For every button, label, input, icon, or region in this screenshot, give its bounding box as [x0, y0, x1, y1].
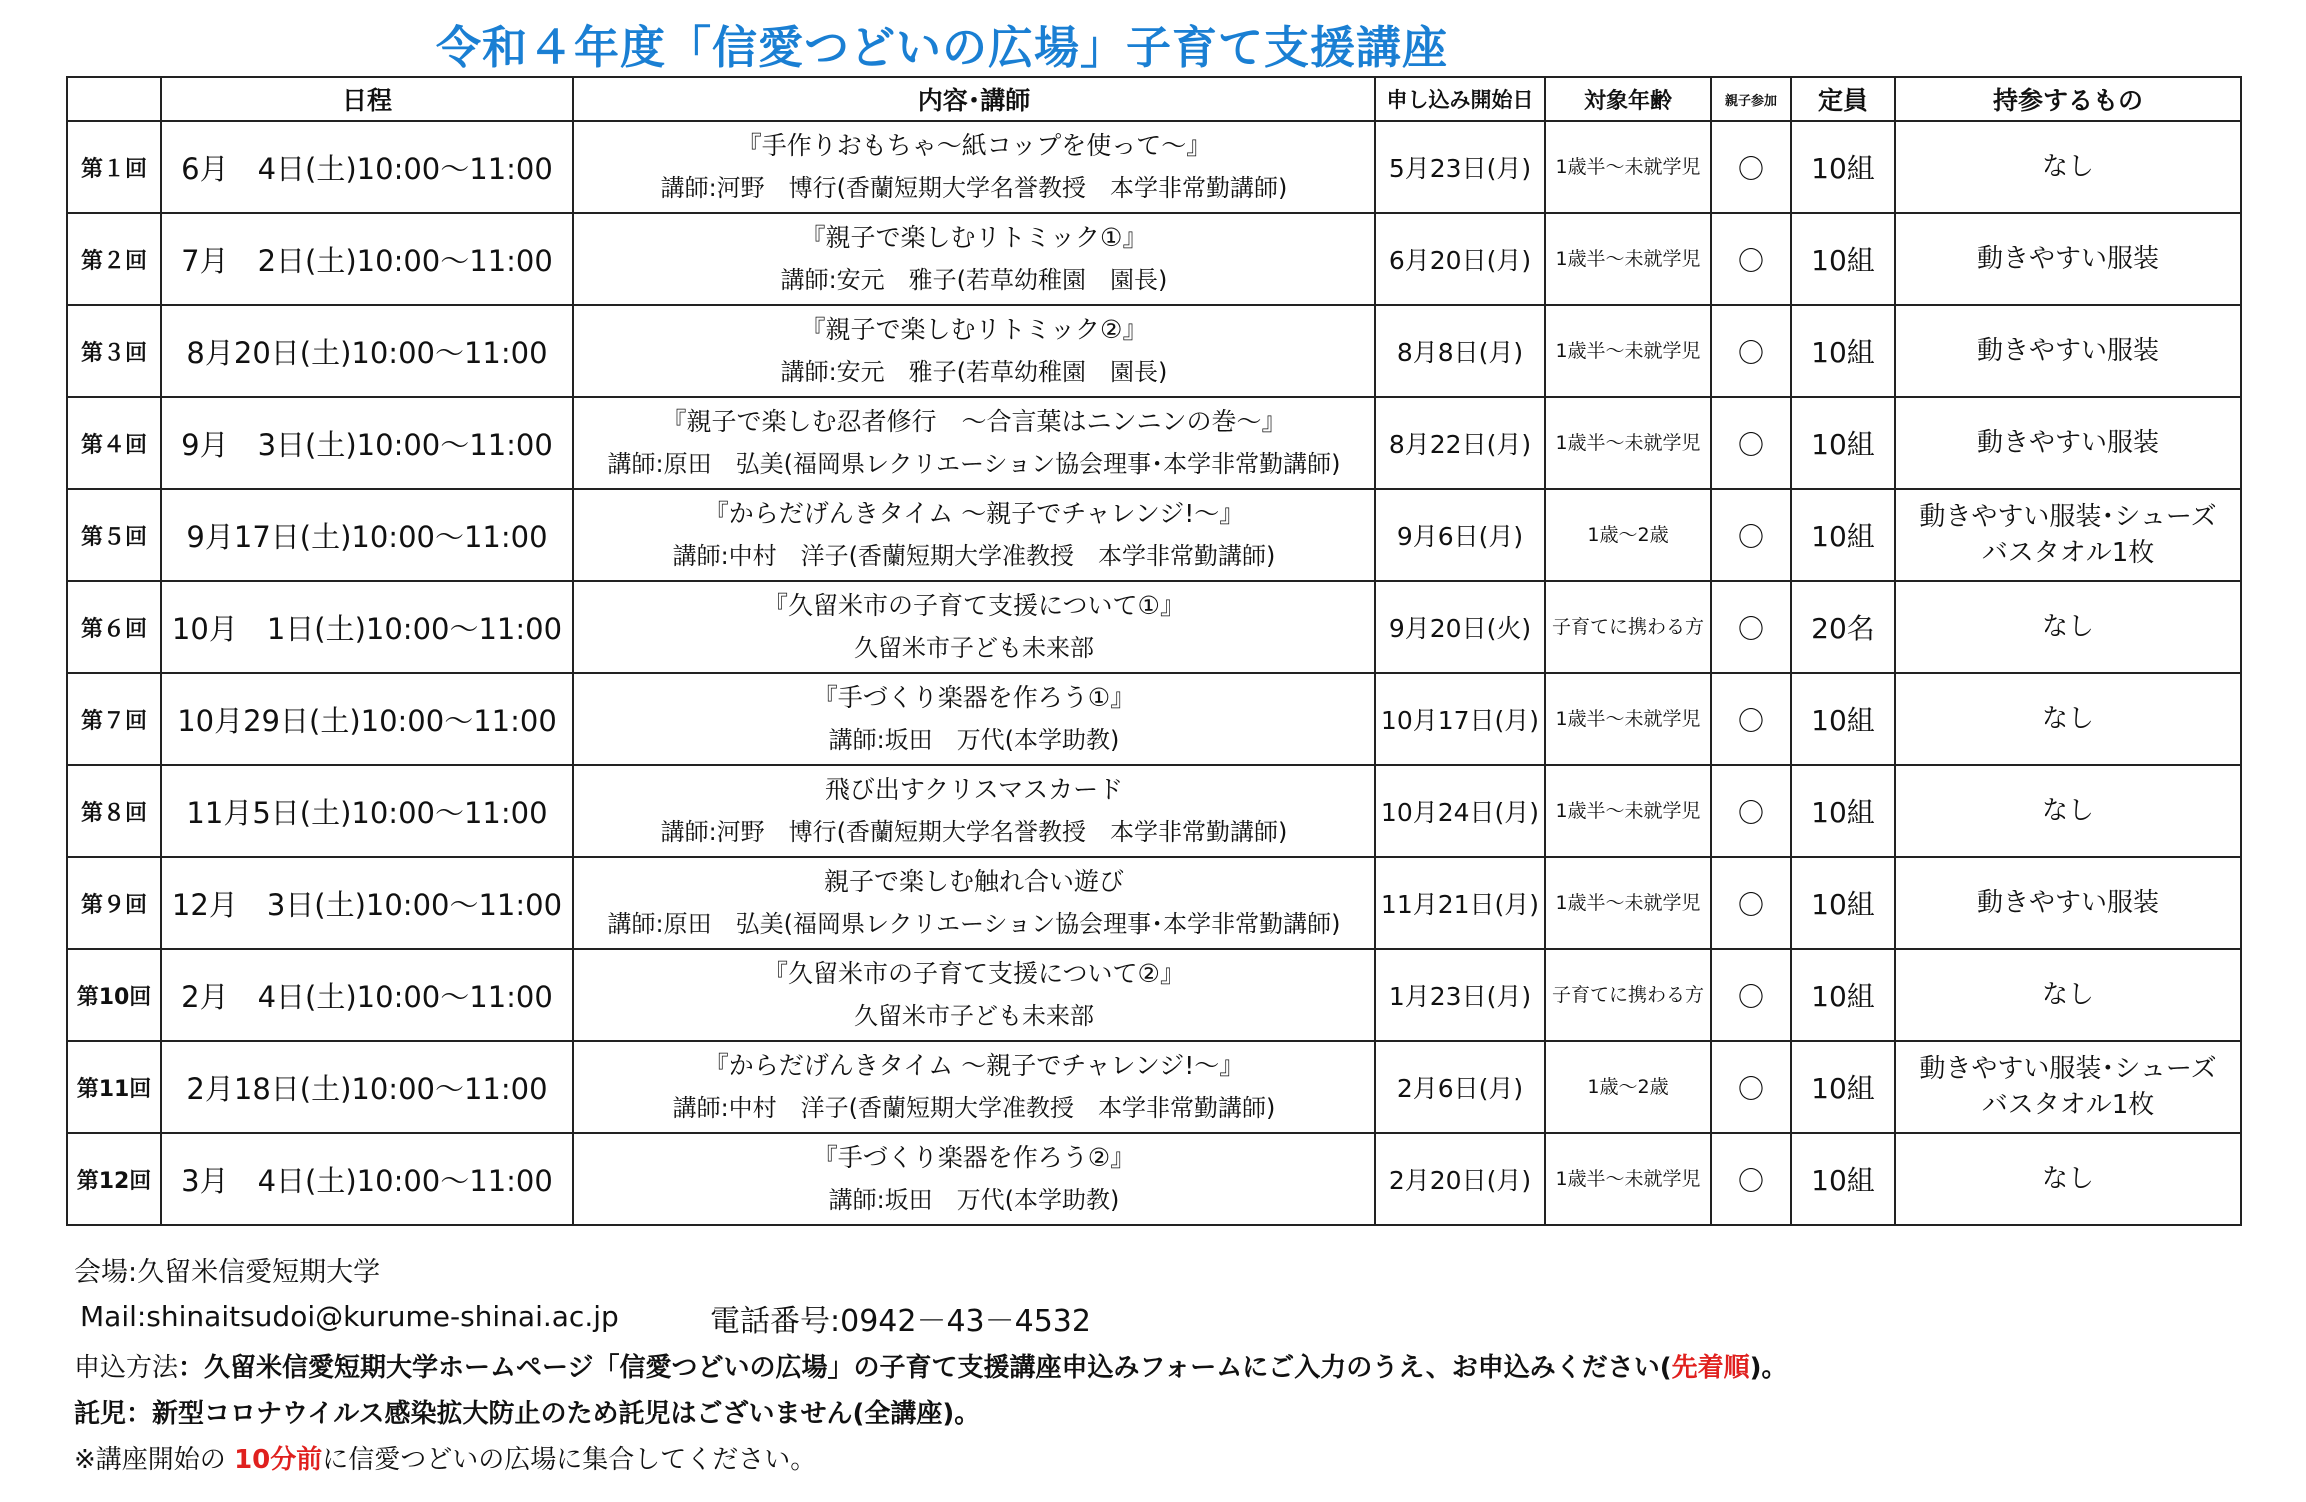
session-date: 10月 1日(土)10:00～11:00	[161, 581, 573, 673]
parent-participation: 〇	[1711, 121, 1791, 213]
parent-participation: 〇	[1711, 765, 1791, 857]
session-title: 飛び出すクリスマスカード	[824, 775, 1124, 804]
application-start: 2月6日(月)	[1375, 1041, 1545, 1133]
session-number: 第５回	[67, 489, 161, 581]
capacity: 10組	[1791, 489, 1895, 581]
items-to-bring: なし	[1895, 765, 2241, 857]
session-lecturer: 講師:坂田 万代(本学助教)	[828, 1186, 1120, 1214]
target-age: 1歳半～未就学児	[1545, 673, 1711, 765]
items-to-bring: 動きやすい服装	[1895, 397, 2241, 489]
session-content	[573, 213, 1375, 305]
application-start: 1月23日(月)	[1375, 949, 1545, 1041]
items-to-bring: なし	[1895, 581, 2241, 673]
header-age: 対象年齢	[1545, 77, 1711, 121]
parent-participation: 〇	[1711, 1041, 1791, 1133]
capacity: 10組	[1791, 1133, 1895, 1225]
table-row	[67, 857, 2241, 949]
header-date: 日程	[161, 77, 573, 121]
session-title: 『手作りおもちゃ～紙コップを使って～』	[736, 131, 1212, 160]
application-start: 10月17日(月)	[1375, 673, 1545, 765]
session-date: 10月29日(土)10:00～11:00	[161, 673, 573, 765]
target-age: 1歳～2歳	[1545, 489, 1711, 581]
target-age: 子育てに携わる方	[1545, 949, 1711, 1041]
session-number: 第12回	[67, 1133, 161, 1225]
table-row	[67, 765, 2241, 857]
session-lecturer: 久留米市子ども未来部	[854, 634, 1094, 662]
target-age: 1歳半～未就学児	[1545, 213, 1711, 305]
session-content	[573, 1133, 1375, 1225]
ten-minutes-before: 10分前	[234, 1445, 323, 1475]
table-row	[67, 213, 2241, 305]
table-row	[67, 581, 2241, 673]
session-content	[573, 857, 1375, 949]
parent-participation: 〇	[1711, 489, 1791, 581]
table-row	[67, 121, 2241, 213]
target-age: 子育てに携わる方	[1545, 581, 1711, 673]
session-date: 2月 4日(土)10:00～11:00	[161, 949, 573, 1041]
header-bring: 持参するもの	[1895, 77, 2241, 121]
session-content	[573, 1041, 1375, 1133]
apply-text: ：久留米信愛短期大学ホームページ「信愛つどいの広場」の子育て支援講座申込みフォームにご入力のうえ、お申込みください(	[178, 1353, 1672, 1383]
gathering-pre: ※講座開始の	[74, 1445, 235, 1475]
table-row	[67, 949, 2241, 1041]
session-title: 『手づくり楽器を作ろう①』	[812, 683, 1136, 712]
session-content	[573, 581, 1375, 673]
capacity: 10組	[1791, 121, 1895, 213]
capacity: 10組	[1791, 305, 1895, 397]
target-age: 1歳半～未就学児	[1545, 305, 1711, 397]
application-start: 11月21日(月)	[1375, 857, 1545, 949]
apply-method-line	[74, 1347, 1788, 1384]
items-to-bring: 動きやすい服装･シューズ バスタオル1枚	[1895, 1041, 2241, 1133]
capacity: 10組	[1791, 765, 1895, 857]
session-lecturer: 講師:安元 雅子(若草幼稚園 園長)	[780, 266, 1168, 294]
session-date: 11月5日(土)10:00～11:00	[161, 765, 573, 857]
session-content	[573, 397, 1375, 489]
session-date: 6月 4日(土)10:00～11:00	[161, 121, 573, 213]
capacity: 10組	[1791, 857, 1895, 949]
table-row	[67, 673, 2241, 765]
items-to-bring: 動きやすい服装	[1895, 305, 2241, 397]
session-title: 『親子で楽しむリトミック②』	[800, 315, 1148, 344]
session-number: 第10回	[67, 949, 161, 1041]
table-row	[67, 1041, 2241, 1133]
application-start: 8月8日(月)	[1375, 305, 1545, 397]
header-start: 申し込み開始日	[1375, 77, 1545, 121]
items-to-bring: 動きやすい服装	[1895, 857, 2241, 949]
session-number: 第６回	[67, 581, 161, 673]
session-date: 7月 2日(土)10:00～11:00	[161, 213, 573, 305]
venue-line: 会場:久留米信愛短期大学	[74, 1257, 381, 1288]
session-title: 『からだげんきタイム ～親子でチャレンジ!～』	[703, 499, 1245, 528]
application-start: 9月20日(火)	[1375, 581, 1545, 673]
application-start: 10月24日(月)	[1375, 765, 1545, 857]
session-lecturer: 講師:河野 博行(香蘭短期大学名誉教授 本学非常勤講師)	[660, 818, 1288, 846]
header-capacity: 定員	[1791, 77, 1895, 121]
session-date: 2月18日(土)10:00～11:00	[161, 1041, 573, 1133]
session-date: 9月 3日(土)10:00～11:00	[161, 397, 573, 489]
session-number: 第４回	[67, 397, 161, 489]
capacity: 10組	[1791, 949, 1895, 1041]
items-to-bring: なし	[1895, 1133, 2241, 1225]
header-content: 内容･講師	[573, 77, 1375, 121]
target-age: 1歳～2歳	[1545, 1041, 1711, 1133]
childcare-note: 託児：新型コロナウイルス感染拡大防止のため託児はございません(全講座)。	[74, 1399, 981, 1429]
header-no	[67, 77, 161, 121]
items-to-bring: なし	[1895, 949, 2241, 1041]
first-come-note: 先着順	[1671, 1353, 1750, 1383]
session-number: 第２回	[67, 213, 161, 305]
items-to-bring: なし	[1895, 121, 2241, 213]
gathering-note	[74, 1439, 816, 1476]
target-age: 1歳半～未就学児	[1545, 857, 1711, 949]
table-row	[67, 305, 2241, 397]
capacity: 10組	[1791, 673, 1895, 765]
application-start: 6月20日(月)	[1375, 213, 1545, 305]
session-title: 『手づくり楽器を作ろう②』	[812, 1143, 1136, 1172]
parent-participation: 〇	[1711, 1133, 1791, 1225]
session-date: 8月20日(土)10:00～11:00	[161, 305, 573, 397]
apply-label: 申込方法	[74, 1353, 179, 1383]
session-content	[573, 121, 1375, 213]
session-lecturer: 講師:河野 博行(香蘭短期大学名誉教授 本学非常勤講師)	[660, 174, 1288, 202]
apply-end: )。	[1749, 1353, 1788, 1383]
session-date: 9月17日(土)10:00～11:00	[161, 489, 573, 581]
parent-participation: 〇	[1711, 673, 1791, 765]
session-content	[573, 305, 1375, 397]
session-number: 第９回	[67, 857, 161, 949]
items-to-bring: なし	[1895, 673, 2241, 765]
gathering-post: に信愛つどいの広場に集合してください。	[322, 1445, 817, 1475]
session-title: 『親子で楽しむリトミック①』	[800, 223, 1148, 252]
schedule-table	[66, 76, 2242, 1226]
target-age: 1歳半～未就学児	[1545, 765, 1711, 857]
table-row	[67, 489, 2241, 581]
session-number: 第１回	[67, 121, 161, 213]
session-title: 『久留米市の子育て支援について①』	[763, 591, 1185, 620]
table-header-row	[67, 77, 2241, 121]
session-content	[573, 489, 1375, 581]
table-row	[67, 397, 2241, 489]
session-number: 第８回	[67, 765, 161, 857]
page-title: 令和４年度「信愛つどいの広場」子育て支援講座	[436, 21, 1449, 74]
parent-participation: 〇	[1711, 397, 1791, 489]
session-date: 12月 3日(土)10:00～11:00	[161, 857, 573, 949]
session-lecturer: 久留米市子ども未来部	[854, 1002, 1094, 1030]
session-lecturer: 講師:原田 弘美(福岡県レクリエーション協会理事･本学非常勤講師)	[607, 450, 1341, 478]
parent-participation: 〇	[1711, 213, 1791, 305]
session-title: 親子で楽しむ触れ合い遊び	[823, 867, 1124, 896]
session-title: 『からだげんきタイム ～親子でチャレンジ!～』	[703, 1051, 1245, 1080]
session-number: 第３回	[67, 305, 161, 397]
items-to-bring: 動きやすい服装	[1895, 213, 2241, 305]
items-to-bring: 動きやすい服装･シューズ バスタオル1枚	[1895, 489, 2241, 581]
session-lecturer: 講師:中村 洋子(香蘭短期大学准教授 本学非常勤講師)	[672, 542, 1276, 570]
target-age: 1歳半～未就学児	[1545, 397, 1711, 489]
application-start: 5月23日(月)	[1375, 121, 1545, 213]
session-number: 第11回	[67, 1041, 161, 1133]
session-number: 第７回	[67, 673, 161, 765]
phone-number: 電話番号:0942－43－4532	[710, 1304, 1091, 1339]
parent-participation: 〇	[1711, 949, 1791, 1041]
capacity: 10組	[1791, 397, 1895, 489]
capacity: 10組	[1791, 213, 1895, 305]
session-lecturer: 講師:安元 雅子(若草幼稚園 園長)	[780, 358, 1168, 386]
session-lecturer: 講師:坂田 万代(本学助教)	[828, 726, 1120, 754]
session-title: 『親子で楽しむ忍者修行 ～合言葉はニンニンの巻～』	[661, 407, 1287, 436]
application-start: 9月6日(月)	[1375, 489, 1545, 581]
session-content	[573, 949, 1375, 1041]
capacity: 10組	[1791, 1041, 1895, 1133]
session-title: 『久留米市の子育て支援について②』	[763, 959, 1185, 988]
table-row	[67, 1133, 2241, 1225]
parent-participation: 〇	[1711, 581, 1791, 673]
target-age: 1歳半～未就学児	[1545, 1133, 1711, 1225]
mail-address: Mail:shinaitsudoi@kurume-shinai.ac.jp	[80, 1300, 619, 1333]
parent-participation: 〇	[1711, 857, 1791, 949]
parent-participation: 〇	[1711, 305, 1791, 397]
application-start: 8月22日(月)	[1375, 397, 1545, 489]
capacity: 20名	[1791, 581, 1895, 673]
session-content	[573, 765, 1375, 857]
target-age: 1歳半～未就学児	[1545, 121, 1711, 213]
session-date: 3月 4日(土)10:00～11:00	[161, 1133, 573, 1225]
session-lecturer: 講師:中村 洋子(香蘭短期大学准教授 本学非常勤講師)	[672, 1094, 1276, 1122]
session-content	[573, 673, 1375, 765]
application-start: 2月20日(月)	[1375, 1133, 1545, 1225]
header-parent: 親子参加	[1711, 77, 1791, 121]
session-lecturer: 講師:原田 弘美(福岡県レクリエーション協会理事･本学非常勤講師)	[607, 910, 1341, 938]
